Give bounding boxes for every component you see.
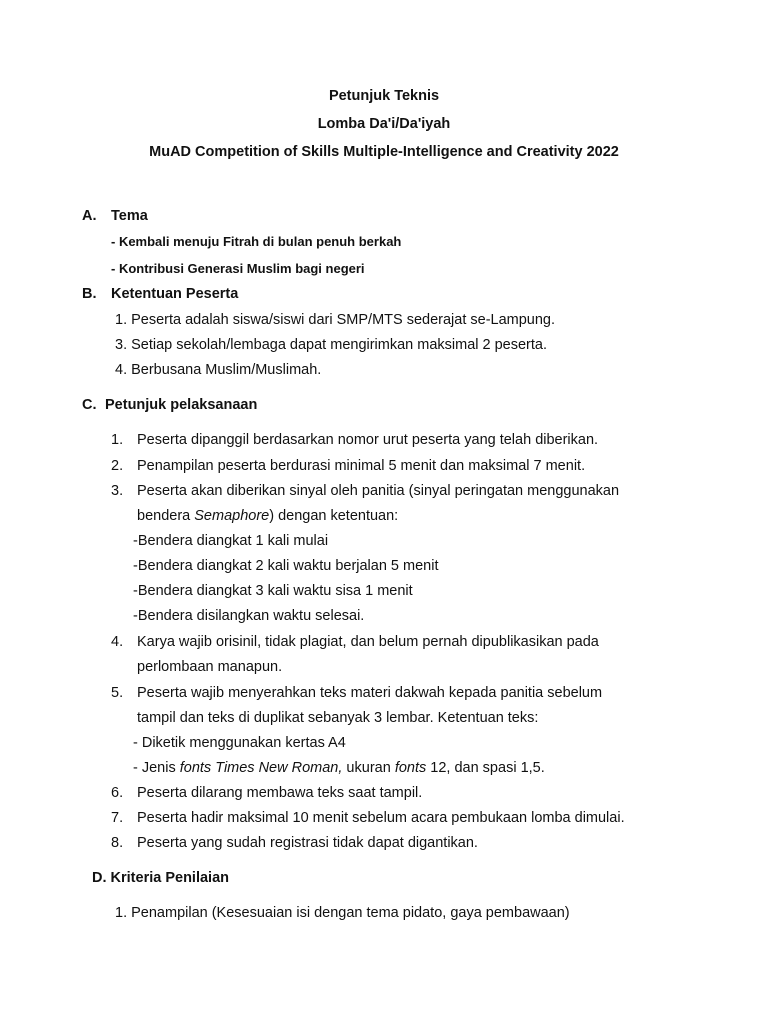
list-item — [111, 684, 602, 702]
section-b-item: 4. Berbusana Muslim/Muslimah. — [115, 362, 322, 378]
text-span: - Jenis — [133, 760, 180, 776]
list-text: Karya wajib orisinil, tidak plagiat, dan belum pernah dipublikasikan pada — [137, 634, 599, 650]
italic-term: fonts — [394, 760, 427, 776]
list-item — [111, 633, 599, 651]
list-text: Peserta dilarang membawa teks saat tampil. — [137, 785, 423, 801]
sub-item: -Bendera diangkat 1 kali mulai — [133, 533, 329, 549]
list-number: 3. — [111, 483, 124, 499]
list-number: 5. — [111, 685, 124, 701]
list-item — [111, 784, 422, 802]
doc-title-3: MuAD Competition of Skills Multiple-Intelligence and Creativity 2022 — [149, 144, 619, 160]
list-item — [111, 482, 619, 500]
list-text: Peserta wajib menyerahkan teks materi dakwah kepada panitia sebelum — [137, 685, 603, 701]
doc-title-1: Petunjuk Teknis — [328, 88, 440, 104]
section-c-title: Petunjuk pelaksanaan — [105, 397, 258, 413]
list-number: 7. — [111, 810, 124, 826]
section-c-letter: C. — [82, 397, 97, 413]
list-item — [111, 834, 478, 852]
list-item — [111, 457, 585, 475]
list-text-continued: perlombaan manapun. — [137, 659, 283, 675]
list-number: 8. — [111, 835, 124, 851]
list-text-continued: tampil dan teks di duplikat sebanyak 3 lembar. Ketentuan teks: — [137, 710, 539, 726]
sub-item: - Diketik menggunakan kertas A4 — [133, 735, 346, 751]
list-number: 4. — [111, 634, 124, 650]
section-d-title: D. Kriteria Penilaian — [92, 870, 229, 886]
sub-item: -Bendera diangkat 2 kali waktu berjalan 5 menit — [133, 558, 439, 574]
list-item — [111, 809, 625, 827]
text-span: 12, dan spasi 1,5. — [426, 760, 545, 776]
list-text: Penampilan peserta berdurasi minimal 5 menit dan maksimal 7 menit. — [137, 458, 586, 474]
text-span: ukuran — [342, 760, 395, 776]
section-d-item: 1. Penampilan (Kesesuaian isi dengan tema pidato, gaya pembawaan) — [115, 905, 570, 921]
list-text: Peserta hadir maksimal 10 menit sebelum acara pembukaan lomba dimulai. — [137, 810, 625, 826]
sub-item: -Bendera disilangkan waktu selesai. — [133, 608, 365, 624]
section-a-letter: A. — [82, 208, 97, 224]
list-number: 2. — [111, 458, 124, 474]
list-text: Peserta akan diberikan sinyal oleh panitia (sinyal peringatan menggunakan — [137, 483, 620, 499]
section-b-item: 1. Peserta adalah siswa/siswi dari SMP/MTS sederajat se-Lampung. — [115, 312, 556, 328]
text-span: ) dengan ketentuan: — [269, 508, 399, 524]
section-b-item: 3. Setiap sekolah/lembaga dapat mengirimkan maksimal 2 peserta. — [115, 337, 548, 353]
sub-item: -Bendera diangkat 3 kali waktu sisa 1 menit — [133, 583, 413, 599]
italic-term: fonts Times New Roman, — [179, 760, 343, 776]
list-number: 1. — [111, 432, 124, 448]
list-text: Peserta yang sudah registrasi tidak dapat digantikan. — [137, 835, 478, 851]
doc-title-2: Lomba Da'i/Da'iyah — [317, 116, 451, 132]
list-text-continued — [137, 507, 398, 525]
list-item — [111, 431, 598, 449]
section-b-title: Ketentuan Peserta — [111, 286, 239, 302]
list-number: 6. — [111, 785, 124, 801]
italic-term: Semaphore — [194, 508, 270, 524]
text-span: bendera — [137, 508, 195, 524]
section-a-item: - Kontribusi Generasi Muslim bagi negeri — [111, 261, 365, 276]
section-a-title: Tema — [111, 208, 148, 224]
sub-item — [133, 759, 545, 777]
list-text: Peserta dipanggil berdasarkan nomor urut peserta yang telah diberikan. — [137, 432, 599, 448]
section-b-letter: B. — [82, 286, 97, 302]
section-a-item: - Kembali menuju Fitrah di bulan penuh berkah — [111, 234, 402, 249]
